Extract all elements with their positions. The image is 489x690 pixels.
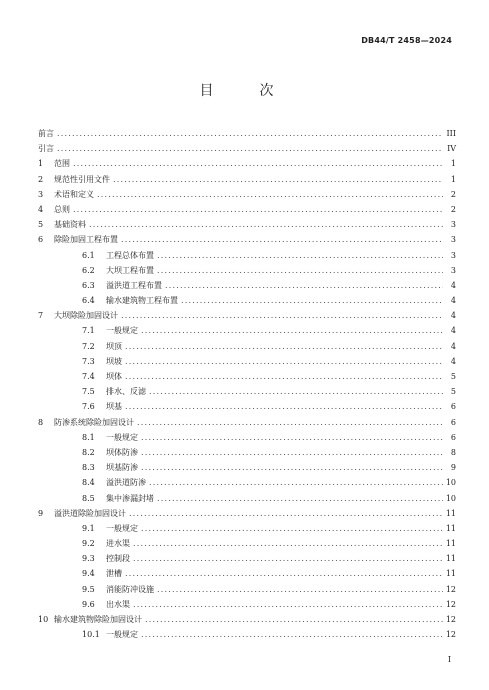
toc-entry[interactable] <box>38 612 456 627</box>
toc-entry-number: 9.4 <box>82 569 95 579</box>
dot-leader <box>165 278 443 293</box>
toc-entry-number: 7.5 <box>82 387 95 397</box>
dot-leader <box>73 156 443 171</box>
toc-entry-number: 8.3 <box>82 463 95 473</box>
toc-entry-title: 术语和定义 <box>54 189 94 199</box>
toc-entry-number: 9.1 <box>82 523 95 533</box>
dot-leader <box>141 627 443 642</box>
toc-entry-title: 一般规定 <box>106 326 138 336</box>
dot-leader <box>133 536 443 551</box>
dot-leader <box>57 141 443 156</box>
toc-entry-title: 工程总体布置 <box>106 250 154 260</box>
toc-entry-number: 10.1 <box>82 630 100 640</box>
dot-leader <box>129 506 443 521</box>
toc-entry-page: 2 <box>450 204 456 214</box>
page-number: I <box>447 655 451 664</box>
toc-entry-title: 基础资料 <box>54 220 86 230</box>
dot-leader <box>141 323 443 338</box>
toc-entry-page: 9 <box>450 463 456 473</box>
toc-entry-number: 7.6 <box>82 402 95 412</box>
toc-entry-title: 前言 <box>38 129 54 138</box>
dot-leader <box>133 597 443 612</box>
toc-entry-title: 引言 <box>38 144 54 154</box>
toc-entry-title: 坝体防渗 <box>106 447 138 457</box>
toc-entry[interactable] <box>38 172 456 187</box>
toc-entry-title: 坝坡 <box>106 356 122 366</box>
toc-entry-page: 5 <box>450 372 456 381</box>
dot-leader <box>121 232 443 247</box>
toc-entry-number: 2 <box>38 174 44 184</box>
toc-entry-title: 出水渠 <box>106 599 130 609</box>
toc-entry-title: 大坝除险加固设计 <box>54 311 118 321</box>
toc-entry-title: 溢洪道除险加固设计 <box>54 508 126 518</box>
dot-leader <box>149 384 443 399</box>
toc-entry-number: 6.3 <box>82 280 95 290</box>
toc-entry-page: 1 <box>450 174 456 184</box>
toc-entry-page: 10 <box>445 493 456 503</box>
toc-entry[interactable] <box>38 323 456 338</box>
toc-entry-number: 8.1 <box>82 432 95 442</box>
toc-entry[interactable] <box>38 597 456 612</box>
toc-entry-page: 6 <box>450 417 456 427</box>
page-title: 目 次 <box>199 83 290 99</box>
toc-entry-page: 4 <box>450 326 456 336</box>
toc-entry[interactable] <box>38 248 456 263</box>
toc-entry[interactable] <box>38 491 456 506</box>
toc-entry-number: 7.2 <box>82 341 95 351</box>
toc-entry-page: 11 <box>445 554 456 564</box>
toc-entry[interactable] <box>38 415 456 430</box>
toc-entry-title: 一般规定 <box>106 523 138 533</box>
toc-entry-page: 11 <box>445 569 456 579</box>
toc-entry-title: 大坝工程布置 <box>106 265 154 275</box>
toc-entry-title: 坝体 <box>106 372 122 381</box>
toc-entry[interactable] <box>38 217 456 232</box>
dot-leader <box>137 415 443 430</box>
toc-entry[interactable] <box>38 475 456 490</box>
toc-entry-title: 消能防冲设施 <box>106 584 154 594</box>
toc-entry[interactable] <box>38 187 456 202</box>
toc-entry-title: 坝顶 <box>106 341 122 351</box>
dot-leader <box>73 202 443 217</box>
toc-entry-number: 7.1 <box>82 326 95 336</box>
toc-entry-page: 12 <box>445 615 456 624</box>
toc-entry[interactable] <box>38 384 456 399</box>
toc-entry-page: 3 <box>450 265 456 275</box>
toc-entry-title: 坝基防渗 <box>106 463 138 473</box>
toc-entry-page: III <box>446 129 456 138</box>
toc-entry-page: 12 <box>445 584 456 594</box>
toc-entry-page: 6 <box>450 432 456 442</box>
dot-leader <box>141 521 443 536</box>
toc-entry[interactable] <box>38 232 456 247</box>
toc-entry-number: 8.4 <box>82 478 95 488</box>
toc-entry-page: 3 <box>450 250 456 260</box>
toc-entry-page: 12 <box>445 630 456 640</box>
toc-entry-number: 8 <box>38 417 44 427</box>
toc-entry-title: 规范性引用文件 <box>54 174 110 184</box>
toc-entry[interactable] <box>38 263 456 278</box>
toc-entry[interactable] <box>38 627 456 642</box>
toc-entry-page: 8 <box>450 447 456 457</box>
toc-entry-page: 3 <box>450 235 456 245</box>
toc-entry[interactable] <box>38 566 456 581</box>
toc-entry[interactable] <box>38 156 456 171</box>
toc-entry-title: 除险加固工程布置 <box>54 235 118 245</box>
toc-entry-number: 4 <box>38 204 44 214</box>
toc-entry-title: 一般规定 <box>106 630 138 640</box>
toc-entry-number: 6 <box>38 235 44 245</box>
toc-entry[interactable] <box>38 521 456 536</box>
dot-leader <box>141 460 443 475</box>
dot-leader <box>157 582 443 597</box>
dot-leader <box>97 187 443 202</box>
toc-entry-title: 输水建筑物除险加固设计 <box>54 615 142 624</box>
toc-entry-number: 6.2 <box>82 265 95 275</box>
dot-leader <box>57 126 443 141</box>
toc-entry-number: 10 <box>38 615 49 624</box>
toc-entry-number: 9.2 <box>82 539 95 549</box>
toc-entry-page: 4 <box>450 341 456 351</box>
dot-leader <box>113 172 443 187</box>
dot-leader <box>157 263 443 278</box>
dot-leader <box>157 491 443 506</box>
toc-entry[interactable] <box>38 445 456 460</box>
table-of-contents <box>38 126 456 642</box>
toc-entry[interactable] <box>38 536 456 551</box>
dot-leader <box>121 308 443 323</box>
toc-entry-number: 9.5 <box>82 584 95 594</box>
toc-entry-number: 9.6 <box>82 599 95 609</box>
toc-entry-title: 集中渗漏封堵 <box>106 493 154 503</box>
dot-leader <box>145 612 443 627</box>
toc-entry-title: 一般规定 <box>106 432 138 442</box>
toc-entry[interactable] <box>38 339 456 354</box>
toc-entry-page: 4 <box>450 296 456 306</box>
toc-entry-title: 坝基 <box>106 402 122 412</box>
toc-entry-title: 总则 <box>54 204 70 214</box>
dot-leader <box>149 475 443 490</box>
toc-entry-number: 6.1 <box>82 250 95 260</box>
toc-entry[interactable] <box>38 460 456 475</box>
toc-entry-title: 输水建筑物工程布置 <box>106 296 178 306</box>
dot-leader <box>157 248 443 263</box>
toc-entry-page: 5 <box>450 387 456 397</box>
toc-entry-number: 1 <box>38 159 44 169</box>
dot-leader <box>141 430 443 445</box>
toc-entry[interactable] <box>38 430 456 445</box>
toc-entry-page: 1 <box>450 159 456 169</box>
toc-entry[interactable] <box>38 399 456 414</box>
toc-entry-page: 10 <box>445 478 456 488</box>
toc-entry-page: 6 <box>450 402 456 412</box>
toc-entry-number: 7.4 <box>82 372 95 381</box>
toc-entry-number: 8.5 <box>82 493 95 503</box>
toc-entry-page: 4 <box>450 280 456 290</box>
toc-entry-number: 9.3 <box>82 554 95 564</box>
toc-entry-title: 溢洪道工程布置 <box>106 280 162 290</box>
toc-entry-number: 3 <box>38 189 44 199</box>
toc-entry[interactable] <box>38 141 456 156</box>
toc-entry-number: 8.2 <box>82 447 95 457</box>
toc-entry-number: 6.4 <box>82 296 95 306</box>
toc-entry-page: 3 <box>450 220 456 230</box>
toc-entry-page: IV <box>447 144 456 154</box>
toc-entry-number: 5 <box>38 220 44 230</box>
toc-entry-page: 12 <box>445 599 456 609</box>
toc-entry-title: 溢洪道防渗 <box>106 478 146 488</box>
dot-leader <box>133 551 443 566</box>
dot-leader <box>141 445 443 460</box>
toc-entry-number: 7.3 <box>82 356 95 366</box>
dot-leader <box>125 399 443 414</box>
toc-entry-page: 4 <box>450 356 456 366</box>
toc-entry-page: 11 <box>445 539 456 549</box>
toc-entry-page: 2 <box>450 189 456 199</box>
toc-entry-title: 排水、反滤 <box>106 387 146 397</box>
toc-entry-page: 11 <box>445 508 456 518</box>
toc-entry-title: 范围 <box>54 159 70 169</box>
toc-entry[interactable] <box>38 202 456 217</box>
toc-entry[interactable] <box>38 126 456 141</box>
dot-leader <box>125 566 443 581</box>
toc-entry[interactable] <box>38 506 456 521</box>
toc-entry-number: 9 <box>38 508 44 518</box>
dot-leader <box>89 217 443 232</box>
toc-entry[interactable] <box>38 278 456 293</box>
toc-entry[interactable] <box>38 551 456 566</box>
toc-entry-page: 4 <box>450 311 456 321</box>
dot-leader <box>125 369 443 384</box>
toc-entry[interactable] <box>38 293 456 308</box>
toc-entry-title: 泄槽 <box>106 569 122 579</box>
toc-entry-page: 11 <box>445 523 456 533</box>
dot-leader <box>181 293 443 308</box>
toc-entry-title: 进水渠 <box>106 539 130 549</box>
toc-entry-number: 7 <box>38 311 44 321</box>
toc-entry-title: 防渗系统除险加固设计 <box>54 417 134 427</box>
toc-entry[interactable] <box>38 582 456 597</box>
toc-entry-title: 控制段 <box>106 554 130 564</box>
toc-entry[interactable] <box>38 354 456 369</box>
dot-leader <box>125 339 443 354</box>
standard-code: DB44/T 2458—2024 <box>361 36 452 45</box>
toc-entry[interactable] <box>38 308 456 323</box>
dot-leader <box>125 354 443 369</box>
toc-entry[interactable] <box>38 369 456 384</box>
